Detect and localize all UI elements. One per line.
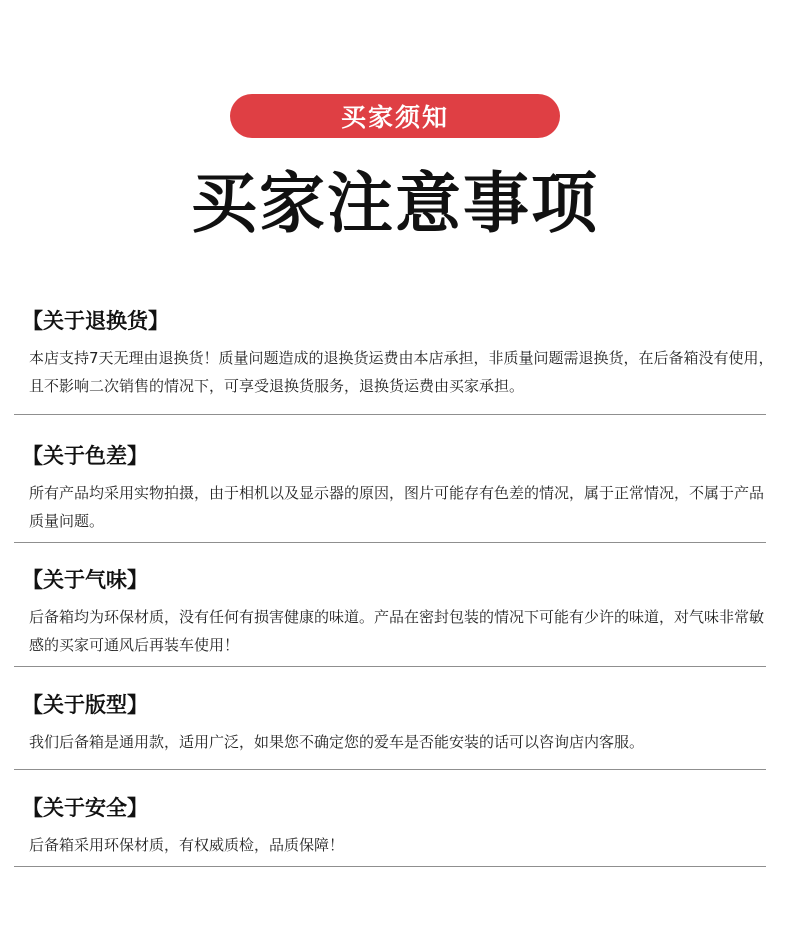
section-heading: 【关于版型】 xyxy=(22,693,148,717)
page-title: 买家注意事项 xyxy=(191,164,599,242)
section-heading: 【关于气味】 xyxy=(22,568,148,592)
section-body: 后备箱均为环保材质，没有任何有损害健康的味道。产品在密封包装的情况下可能有少许的味道，对气味非常敏感的买家可通风后再装车使用！ xyxy=(29,608,765,654)
section-body: 所有产品均采用实物拍摄，由于相机以及显示器的原因，图片可能存有色差的情况，属于正常情况，不属于产品质量问题。 xyxy=(29,484,765,530)
section-heading: 【关于安全】 xyxy=(22,796,148,820)
section-heading: 【关于退换货】 xyxy=(22,309,169,333)
section-divider xyxy=(14,666,766,667)
section-divider xyxy=(14,866,766,867)
buyer-notice-badge xyxy=(230,94,560,138)
section-divider xyxy=(14,542,766,543)
section-body: 我们后备箱是通用款，适用广泛，如果您不确定您的爱车是否能安装的话可以咨询店内客服。 xyxy=(29,733,645,751)
section-divider xyxy=(14,414,766,415)
section-heading: 【关于色差】 xyxy=(22,444,148,468)
section-body: 本店支持7天无理由退换货！质量问题造成的退换货运费由本店承担，非质量问题需退换货，在后备箱没有使用，且不影响二次销售的情况下，可享受退换货服务，退换货运费由买家承担。 xyxy=(29,349,774,395)
badge-label: 买家须知 xyxy=(340,103,449,132)
section-divider xyxy=(14,769,766,770)
section-body: 后备箱采用环保材质，有权威质检，品质保障！ xyxy=(29,836,345,854)
